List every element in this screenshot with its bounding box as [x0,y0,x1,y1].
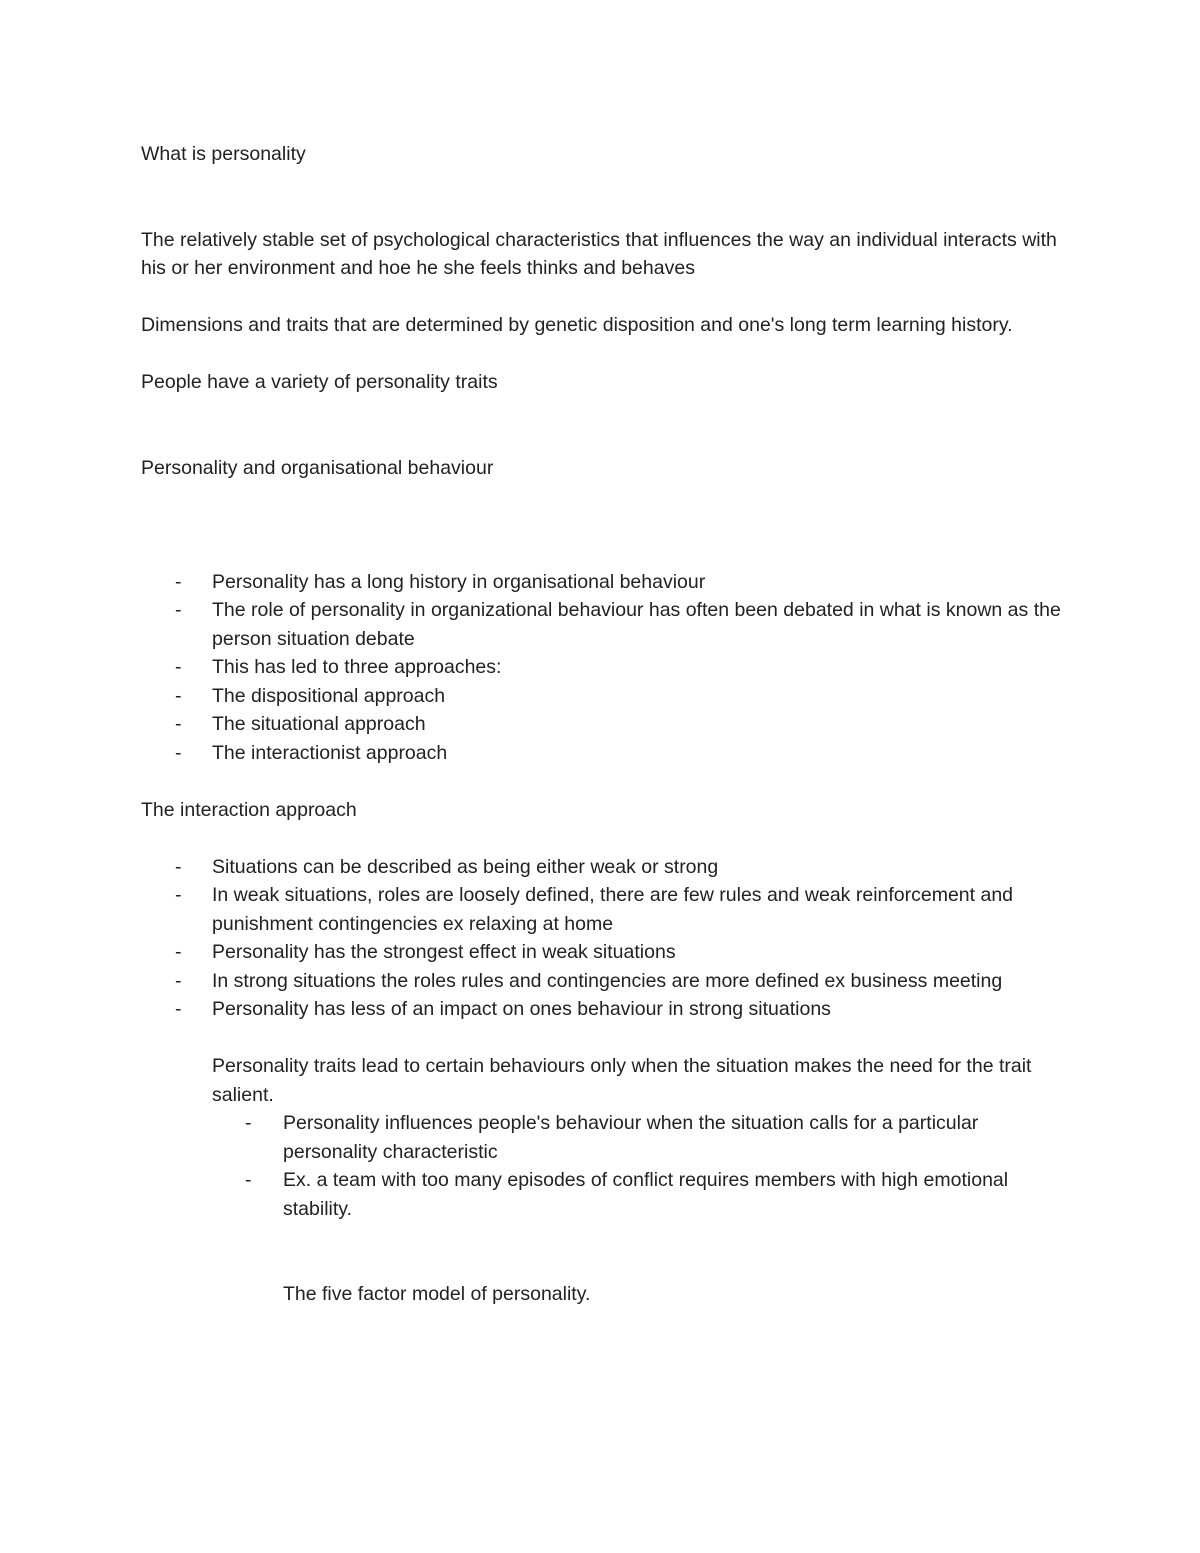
list-item [141,881,1071,938]
traits-salient-paragraph: Personality traits lead to certain behaviours only when the situation makes the need for the trait salient. [212,1055,1032,1106]
ob-list [141,568,1071,768]
five-factor-heading: The five factor model of personality. [283,1283,591,1305]
heading-personality-ob: Personality and organisational behaviour [141,456,494,479]
list-item [141,682,1071,711]
list-item-text: The interactionist approach [212,741,448,764]
heading-what-is-personality: What is personality [141,143,306,165]
dash-bullet: - [175,656,182,678]
list-item-text: In weak situations, roles are loosely defined, there are few rules and weak reinforcement and punishment contingencies ex relaxing at home [212,884,1014,935]
dash-bullet: - [175,684,182,707]
dimensions-paragraph: Dimensions and traits that are determined by genetic disposition and one's long term learning history. [141,314,1013,336]
list-item-text: Personality influences people's behaviour when the situation calls for a particular personality characteristic [283,1112,979,1163]
dash-bullet: - [175,941,182,963]
dash-bullet: - [175,998,182,1020]
dash-bullet: - [175,741,182,764]
variety-paragraph: People have a variety of personality traits [141,371,498,393]
list-item [141,1166,1071,1223]
list-item [141,739,1071,768]
definition-paragraph: The relatively stable set of psychological characteristics that influences the way an individual interacts with his or her environment and hoe he she feels thinks and behaves [141,228,1057,279]
dash-bullet: - [245,1169,252,1191]
list-item-text: Personality has less of an impact on ones behaviour in strong situations [212,998,831,1020]
list-item [141,596,1071,653]
list-item-text: Personality has a long history in organisational behaviour [212,570,706,593]
list-item-text: Situations can be described as being either weak or strong [212,855,719,878]
list-item-text: The role of personality in organizational behaviour has often been debated in what is known as the person situation debate [212,599,1061,650]
heading-interaction-approach: The interaction approach [141,798,357,821]
list-item [141,568,1071,597]
list-item-text: The dispositional approach [212,684,446,707]
list-item-text: In strong situations the roles rules and contingencies are more defined ex business meeting [212,969,1003,992]
list-item-text: The situational approach [212,713,426,735]
list-item [141,938,1071,967]
dash-bullet: - [175,969,182,992]
salient-list [141,1109,1071,1223]
dash-bullet: - [175,884,182,906]
list-item-text: Personality has the strongest effect in weak situations [212,941,676,963]
document-page [141,140,1071,1309]
interaction-list [141,853,1071,1024]
dash-bullet: - [175,855,182,878]
list-item [141,710,1071,739]
dash-bullet: - [175,713,182,735]
list-item [141,1109,1071,1166]
dash-bullet: - [175,599,182,621]
list-item [141,967,1071,996]
list-item [141,653,1071,682]
list-item [141,853,1071,882]
list-item [141,995,1071,1024]
dash-bullet: - [175,570,182,593]
list-item-text: Ex. a team with too many episodes of conflict requires members with high emotional stability. [283,1169,1009,1220]
list-item-text: This has led to three approaches: [212,656,502,678]
dash-bullet: - [245,1112,252,1134]
